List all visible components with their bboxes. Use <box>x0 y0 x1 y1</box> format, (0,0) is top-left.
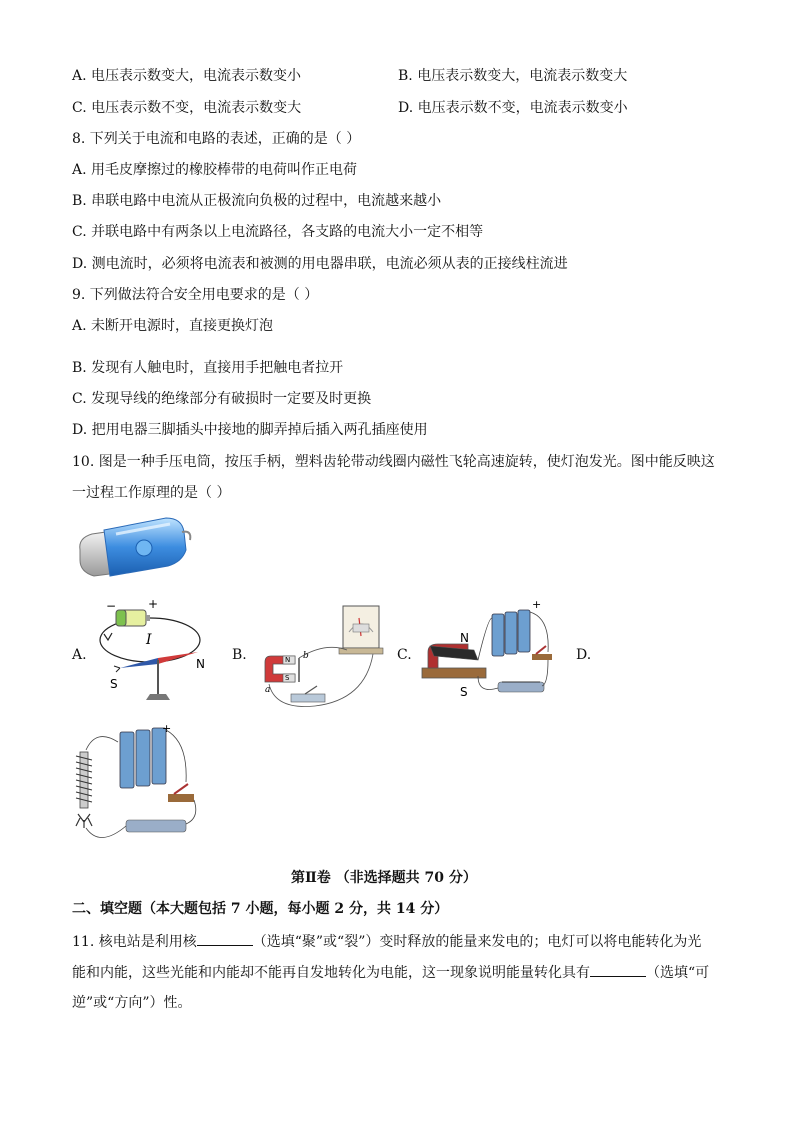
q9-option-b: B. 发现有人触电时，直接用手把触电者拉开 <box>72 360 344 376</box>
q10-label-b: B. <box>232 647 247 663</box>
q9-stem: 9. 下列做法符合安全用电要求的是（ ） <box>72 287 319 303</box>
q11-line2-part1: 能和内能，这些光能和内能却不能再自发地转化为电能，这一现象说明能量转化具有 <box>72 965 590 981</box>
q9-option-c: C. 发现导线的绝缘部分有破损时一定要及时更换 <box>72 391 372 407</box>
q11-line1-part2: （选填“聚”或“裂”）变时释放的能量来发电的；电灯可以将电能转化为光 <box>252 934 702 950</box>
q7-option-d: D. 电压表示数不变，电流表示数变小 <box>398 100 628 116</box>
q7-option-a: A. 电压表示数变大，电流表示数变小 <box>72 68 302 84</box>
fig-c-plus: + <box>532 598 542 611</box>
q11-line2-part2: （选填“可 <box>646 965 710 981</box>
q8-option-b: B. 串联电路中电流从正极流向负极的过程中，电流越来越小 <box>72 193 442 209</box>
fig-d-plus: + <box>162 722 172 735</box>
fig-a-s: S <box>110 677 118 691</box>
q11-blank-1[interactable] <box>197 931 253 946</box>
q7-option-c: C. 电压表示数不变，电流表示数变大 <box>72 100 302 116</box>
fig-c-battery <box>492 610 530 656</box>
q10-label-d: D. <box>576 647 592 663</box>
q10-stem-line2: 一过程工作原理的是（ ） <box>72 485 231 501</box>
q11-line2 <box>72 962 709 983</box>
q8-option-d: D. 测电流时，必须将电流表和被测的用电器串联，电流必须从表的正接线柱流进 <box>72 256 568 272</box>
fig-c-s: S <box>460 685 468 699</box>
hand-press-flashlight-image <box>70 510 200 590</box>
q8-option-a: A. 用毛皮摩擦过的橡胶棒带的电荷叫作正电荷 <box>72 162 358 178</box>
q7-option-b: B. 电压表示数变大，电流表示数变大 <box>398 68 628 84</box>
fig-a-n: N <box>196 657 205 671</box>
figure-b-generator-galvanometer <box>255 602 385 712</box>
q11-line1-part1: 11. 核电站是利用核 <box>72 934 197 950</box>
section2-title: 二、填空题（本大题包括 7 小题，每小题 2 分，共 14 分） <box>72 901 449 917</box>
figure-a-oersted-compass <box>90 596 220 706</box>
q9-option-a: A. 未断开电源时，直接更换灯泡 <box>72 318 274 334</box>
fig-b-n: N <box>285 656 291 664</box>
q10-stem-line1: 10. 图是一种手压电筒，按压手柄，塑料齿轮带动线圈内磁性飞轮高速旋转，使灯泡发光。图中能反映这 <box>72 454 715 470</box>
fig-b-a: a <box>265 685 271 695</box>
q11-blank-2[interactable] <box>590 962 646 977</box>
fig-a-plus: + <box>148 597 159 611</box>
fig-b-s: S <box>285 674 290 682</box>
fig-a-minus: − <box>106 599 117 613</box>
part2-title: 第Ⅱ卷 （非选择题共 70 分） <box>291 870 477 886</box>
fig-b-b: b <box>303 651 309 661</box>
q10-label-a: A. <box>72 647 87 663</box>
fig-a-current: I <box>146 632 152 648</box>
figure-d-electromagnet <box>70 722 210 852</box>
q8-option-c: C. 并联电路中有两条以上电流路径，各支路的电流大小一定不相等 <box>72 224 484 240</box>
q9-option-d: D. 把用电器三脚插头中接地的脚弄掉后插入两孔插座使用 <box>72 422 428 438</box>
q8-stem: 8. 下列关于电流和电路的表述，正确的是（ ） <box>72 131 361 147</box>
figure-c-electric-motor <box>418 598 558 710</box>
q10-label-c: C. <box>397 647 412 663</box>
q11-line3: 逆”或“方向”）性。 <box>72 995 192 1011</box>
fig-d-battery <box>120 728 166 788</box>
q11-line1 <box>72 931 701 952</box>
fig-c-n: N <box>460 631 469 645</box>
